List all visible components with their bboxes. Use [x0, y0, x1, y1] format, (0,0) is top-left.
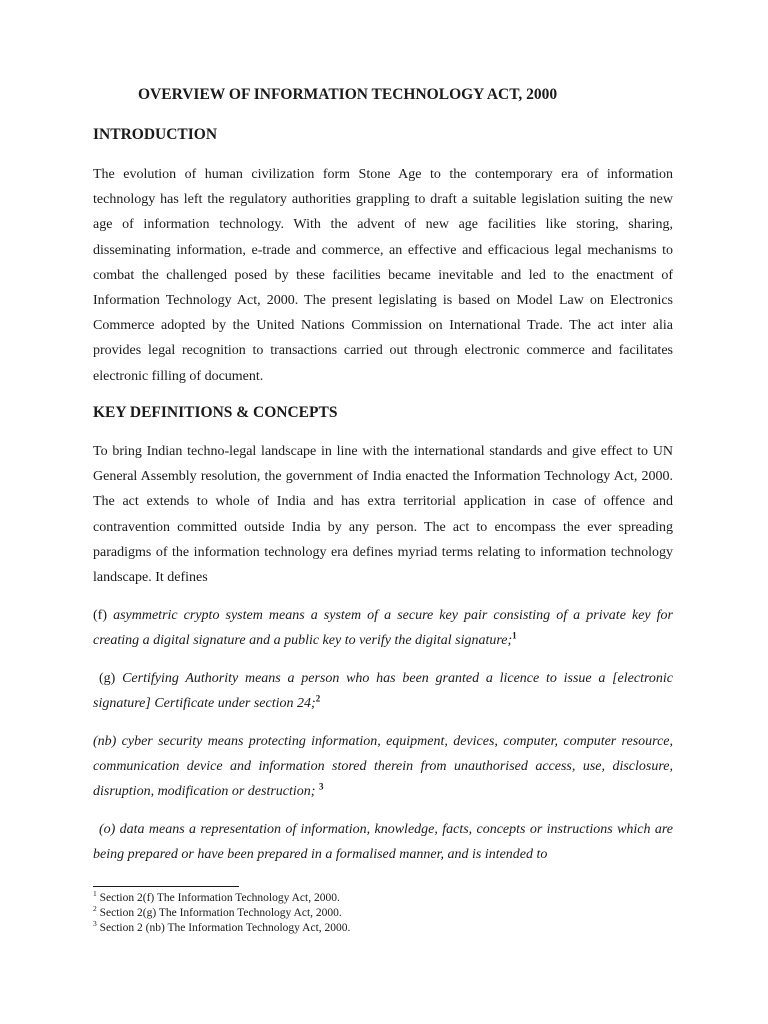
definition-item [93, 817, 673, 867]
footnote-number: 2 [93, 904, 97, 914]
definition-item [93, 603, 673, 653]
footnote-number: 1 [93, 889, 97, 899]
footnote-ref[interactable]: 2 [315, 693, 321, 704]
footnote-ref[interactable]: 1 [512, 630, 517, 641]
footnote-text: Section 2 (nb) The Information Technology Act, 2000. [99, 922, 351, 934]
section-body-key-definitions: To bring Indian techno-legal landscape in line with the international standards and give effect to UN General Assembly resolution, the government of India enacted the Information Technology Act, 2000. The act extends to whole of India and has extra territorial application in case of offence and contravention committed outside India by any person. The act to encompass the ever spreading paradigms of the information technology era defines myriad terms relating to information technology landscape. It defines [93, 444, 673, 586]
definition-text: cyber security means protecting information, equipment, devices, computer, computer resource, communication device and information stored therein from unauthorised access, use, disclosure, disruption, modification or destruction; [93, 734, 674, 800]
definition-text: Certifying Authority means a person who has been granted a licence to issue a [electronic signature] Certificate under section 24; [93, 671, 673, 712]
footnotes [93, 891, 673, 936]
footnote-number: 3 [93, 919, 97, 929]
footnote-ref[interactable]: 3 [318, 781, 324, 792]
footnote-text: Section 2(g) The Information Technology Act, 2000. [99, 907, 342, 919]
definition-label: (g) [99, 671, 116, 686]
page-title: OVERVIEW OF INFORMATION TECHNOLOGY ACT, 2000 [138, 86, 558, 103]
footnote-item [93, 891, 673, 906]
definition-label: (f) [93, 608, 107, 623]
definition-item [93, 729, 673, 805]
definition-label: (o) [99, 822, 116, 837]
footnote-text: Section 2(f) The Information Technology Act, 2000. [99, 892, 340, 904]
definition-text: asymmetric crypto system means a system of a secure key pair consisting of a private key for creating a digital signature and a public key to verify the digital signature; [93, 608, 674, 649]
footnote-item [93, 921, 673, 936]
definition-item [93, 666, 673, 716]
definition-label: (nb) [93, 734, 117, 749]
section-heading-introduction: INTRODUCTION [93, 126, 218, 143]
footnote-divider [93, 886, 239, 887]
footnote-item [93, 906, 673, 921]
section-body-introduction: The evolution of human civilization form Stone Age to the contemporary era of information technology has left the regulatory authorities grappling to draft a suitable legislation suiting the new age of information technology. With the advent of new age facilities like storing, sharing, disseminating information, e-trade and commerce, an effective and efficacious legal mechanisms to combat the challenged posed by these facilities became inevitable and led to the enactment of Information Technology Act, 2000. The present legislating is based on Model Law on Electronics Commerce adopted by the United Nations Commission on International Trade. The act inter alia provides legal recognition to transactions carried out through electronic commerce and facilitates electronic filling of document. [93, 167, 673, 384]
definition-text: data means a representation of information, knowledge, facts, concepts or instructions which are being prepared or have been prepared in a formalised manner, and is intended to [93, 822, 673, 863]
section-heading-key-definitions: KEY DEFINITIONS & CONCEPTS [93, 404, 338, 421]
